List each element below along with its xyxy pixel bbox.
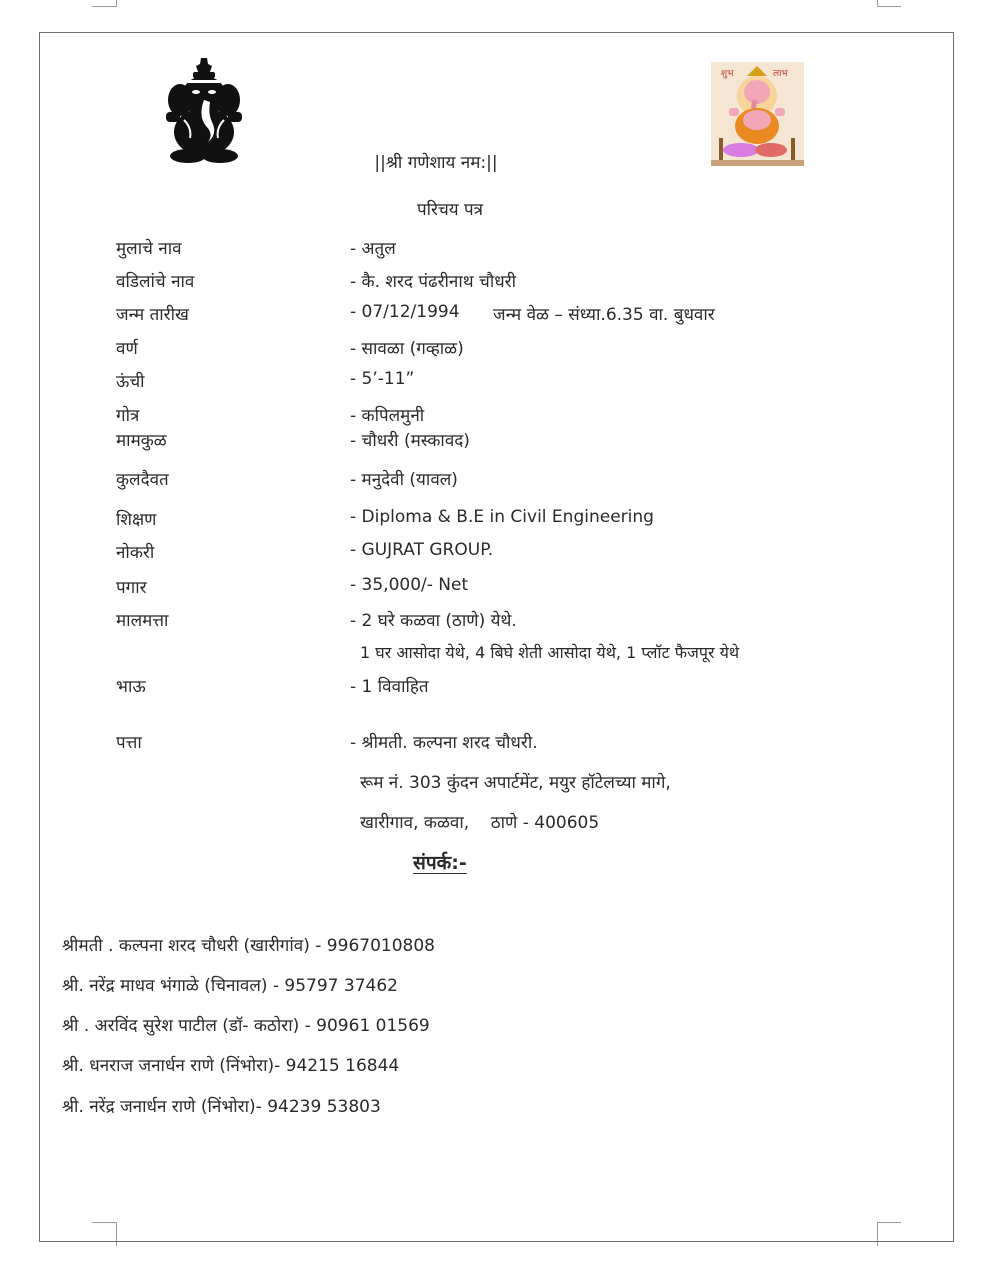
row-value: - Diploma & B.E in Civil Engineering	[350, 507, 654, 527]
crop-mark	[877, 6, 901, 7]
row-label: पत्ता	[116, 733, 142, 753]
row-label: नोकरी	[116, 543, 155, 563]
contact-person: श्री. धनराज जनार्धन राणे (निंभोरा)- 94215 16844	[62, 1056, 400, 1076]
birth-time: जन्म वेळ – संध्या.6.35 वा. बुधवार	[493, 305, 715, 325]
invocation-heading: ||श्री गणेशाय नम:||	[374, 153, 498, 173]
row-value: - 35,000/- Net	[350, 575, 469, 595]
row-label: ऊंची	[116, 372, 145, 392]
row-label: वर्ण	[116, 339, 138, 359]
row-value: - 5’-11”	[350, 369, 415, 389]
contact-person: श्री . अरविंद सुरेश पाटील (डॉ- कठोरा) - 90961 01569	[62, 1016, 430, 1036]
crop-mark	[92, 6, 116, 7]
crop-mark	[116, 0, 117, 7]
crop-mark	[877, 0, 878, 7]
row-label: भाऊ	[116, 677, 146, 697]
row-value: - 2 घरे कळवा (ठाणे) येथे.	[350, 611, 517, 631]
contact-person: श्रीमती . कल्पना शरद चौधरी (खारीगांव) - 9967010808	[62, 936, 435, 956]
row-value: - 1 विवाहित	[350, 677, 429, 697]
row-label: जन्म तारीख	[116, 305, 189, 325]
page-title: परिचय पत्र	[416, 200, 484, 220]
shubh-caption: शुभ	[721, 69, 734, 79]
contact-heading: संपर्क:-	[413, 852, 467, 874]
row-value: - GUJRAT GROUP.	[350, 540, 494, 560]
row-value: - श्रीमती. कल्पना शरद चौधरी.	[350, 733, 538, 753]
labh-caption: लाभ	[773, 69, 788, 79]
property-continuation: 1 घर आसोदा येथे, 4 बिघे शेती आसोदा येथे, 1 प्लॉट फैजपूर येथे	[360, 643, 740, 662]
row-value: - अतुल	[350, 239, 396, 259]
row-label: पगार	[116, 578, 147, 598]
row-value: - मनुदेवी (यावल)	[350, 470, 458, 490]
row-label: शिक्षण	[116, 510, 157, 530]
row-value: - सावळा (गव्हाळ)	[350, 339, 464, 359]
contact-person: श्री. नरेंद्र जनार्धन राणे (निंभोरा)- 94239 53803	[62, 1097, 381, 1117]
address-line: रूम नं. 303 कुंदन अपार्टमेंट, मयुर हॉटेलच्या मागे,	[360, 773, 671, 793]
row-label: मालमत्ता	[116, 611, 169, 631]
row-value: - कपिलमुनी	[350, 406, 425, 426]
row-label: वडिलांचे नाव	[116, 272, 195, 292]
row-label: मुलाचे नाव	[116, 239, 182, 259]
row-value: - चौधरी (मस्कावद)	[350, 431, 470, 451]
contact-person: श्री. नरेंद्र माधव भंगाळे (चिनावल) - 95797 37462	[62, 976, 398, 996]
row-label: मामकुळ	[116, 431, 167, 451]
row-label: कुलदैवत	[116, 470, 169, 490]
row-value: - कै. शरद पंढरीनाथ चौधरी	[350, 272, 517, 292]
address-line: खारीगाव, कळवा, ठाणे - 400605	[360, 813, 600, 833]
row-label: गोत्र	[116, 406, 140, 426]
row-value: - 07/12/1994	[350, 302, 460, 322]
